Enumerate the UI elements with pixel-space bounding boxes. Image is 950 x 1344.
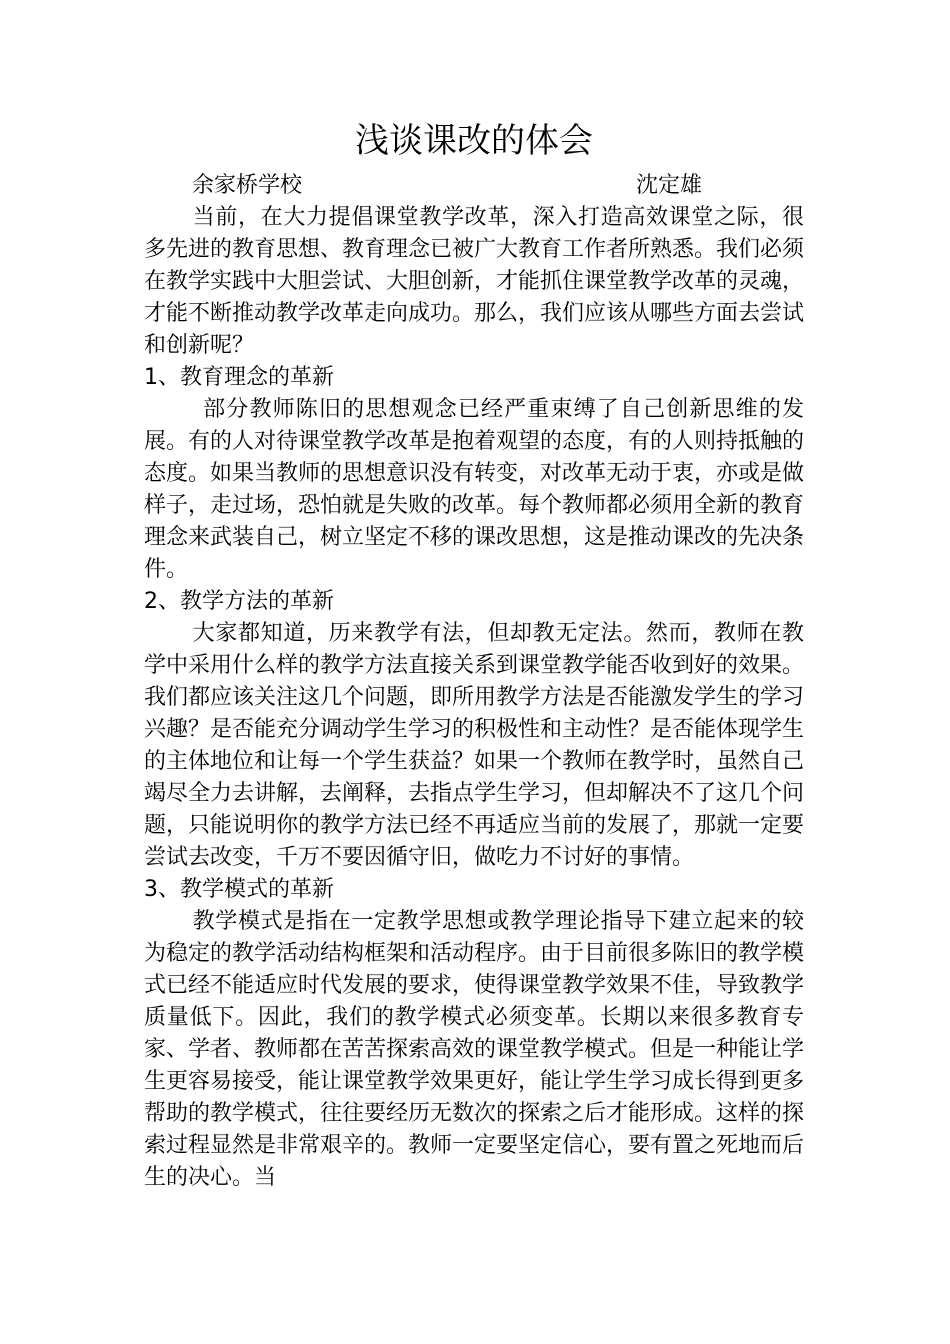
author-name: 沈定雄 (636, 173, 703, 198)
intro-paragraph (144, 202, 804, 362)
section-body-1 (144, 394, 804, 586)
document-page (144, 118, 804, 1194)
section-text-3: 教学模式是指在一定教学思想或教学理论指导下建立起来的较为稳定的教学活动结构框架和活动程序。由于目前很多陈旧的教学模式已经不能适应时代发展的要求，使得课堂教学效果不佳，导致教学质量低下。因此，我们的教学模式必须变革。长期以来很多教育专家、学者、教师都在苦苦探索高效的课堂教学模式。但是一种能让学生更容易接受，能让课堂教学效果更好，能让学生学习成长得到更多帮助的教学模式，往往要经历无数次的探索之后才能形成。这样的探索过程显然是非常艰辛的。教师一定要坚定信心，要有置之死地而后生的决心。当 (144, 909, 805, 1190)
intro-text: 当前，在大力提倡课堂教学改革，深入打造高效课堂之际，很多先进的教育思想、教育理念已被广大教育工作者所熟悉。我们必须在教学实践中大胆尝试、大胆创新，才能抓住课堂教学改革的灵魂，才能不断推动教学改革走向成功。那么，我们应该从哪些方面去尝试和创新呢？ (144, 205, 805, 358)
section-body-2 (144, 618, 804, 874)
section-text-2: 大家都知道，历来教学有法，但却教无定法。然而，教师在教学中采用什么样的教学方法直接关系到课堂教学能否收到好的效果。我们都应该关注这几个问题，即所用教学方法是否能激发学生的学习兴趣？是否能充分调动学生学习的积极性和主动性？是否能体现学生的主体地位和让每一个学生获益？如果一个教师在教学时，虽然自己竭尽全力去讲解，去阐释，去指点学生学习，但却解决不了这几个问题，只能说明你的教学方法已经不再适应当前的发展了，那就一定要尝试去改变，千万不要因循守旧，做吃力不讨好的事情。 (144, 621, 805, 870)
school-name: 余家桥学校 (192, 173, 303, 198)
section-heading-1: 1、教育理念的革新 (144, 365, 334, 390)
document-title: 浅谈课改的体会 (355, 121, 593, 161)
section-heading-3: 3、教学模式的革新 (144, 877, 334, 902)
section-heading-2: 2、教学方法的革新 (144, 589, 334, 614)
section-text-1: 部分教师陈旧的思想观念已经严重束缚了自己创新思维的发展。有的人对待课堂教学改革是抱着观望的态度，有的人则持抵触的态度。如果当教师的思想意识没有转变，对改革无动于衷，亦或是做样子，走过场，恐怕就是失败的改革。每个教师都必须用全新的教育理念来武装自己，树立坚定不移的课改思想，这是推动课改的先决条件。 (144, 397, 805, 582)
section-body-3 (144, 906, 804, 1194)
byline (144, 170, 804, 202)
